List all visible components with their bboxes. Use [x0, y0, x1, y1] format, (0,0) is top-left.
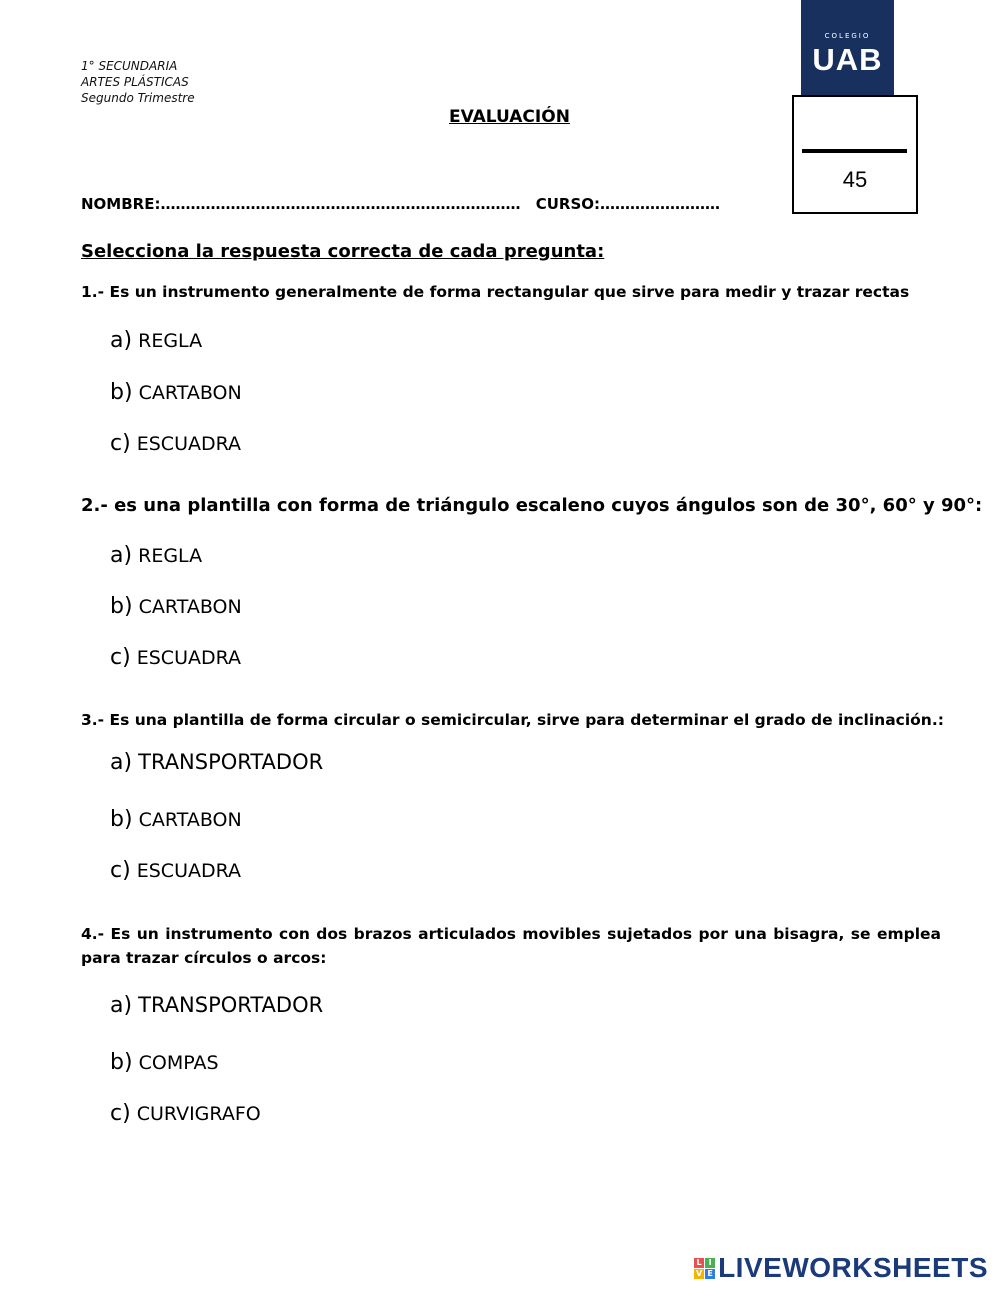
course-field[interactable]: …………………… [600, 195, 720, 213]
question-3-prompt: 3.- Es una plantilla de forma circular o semicircular, sirve para determinar el grado de inclinación.: [81, 711, 944, 729]
liveworksheets-icon: L I V E [694, 1258, 715, 1279]
question-1-prompt: 1.- Es un instrumento generalmente de forma rectangular que sirve para medir y trazar rectas [81, 283, 910, 301]
question-4-option-c[interactable]: c) CURVIGRAFO [110, 1101, 261, 1126]
logo-big-text: UAB [812, 42, 883, 77]
question-2-prompt: 2.- es una plantilla con forma de triángulo escaleno cuyos ángulos son de 30°, 60° y 90°: [81, 495, 983, 516]
question-4-prompt: 4.- Es un instrumento con dos brazos articulados movibles sujetados por una bisagra, se emplea para trazar círculos o arcos: [81, 925, 941, 967]
question-3-option-c[interactable]: c) ESCUADRA [110, 858, 242, 883]
course-info [81, 58, 195, 106]
grade-label: 1° SECUNDARIA [81, 59, 178, 73]
question-2-option-b[interactable]: b) CARTABON [110, 594, 242, 619]
term-label: Segundo Trimestre [81, 91, 195, 105]
question-1-option-b[interactable]: b) CARTABON [110, 380, 242, 405]
question-4-option-b[interactable]: b) COMPAS [110, 1050, 219, 1075]
question-1-option-c[interactable]: c) ESCUADRA [110, 431, 242, 456]
question-2-option-a[interactable]: a) REGLA [110, 543, 203, 568]
name-field[interactable]: ……………………………………………………………… [160, 195, 521, 213]
score-value: 45 [842, 167, 868, 192]
school-logo [801, 0, 894, 96]
question-4-option-a[interactable]: a) TRANSPORTADOR [110, 993, 324, 1018]
page-title: EVALUACIÓN [449, 107, 570, 127]
liveworksheets-logo[interactable] [694, 1252, 988, 1284]
question-3-option-a[interactable]: a) TRANSPORTADOR [110, 750, 324, 775]
question-2-option-c[interactable]: c) ESCUADRA [110, 645, 242, 670]
student-info-row [81, 195, 791, 213]
name-label: NOMBRE: [81, 195, 161, 213]
question-1-option-a[interactable]: a) REGLA [110, 328, 203, 353]
subject-label: ARTES PLÁSTICAS [81, 75, 189, 89]
brand-text: LIVEWORKSHEETS [718, 1252, 988, 1283]
question-3-option-b[interactable]: b) CARTABON [110, 807, 242, 832]
score-divider [802, 149, 907, 153]
logo-small-text: COLEGIO [824, 32, 871, 40]
instructions: Selecciona la respuesta correcta de cada pregunta: [81, 241, 605, 262]
score-box [792, 95, 918, 214]
course-label: CURSO: [535, 195, 600, 213]
